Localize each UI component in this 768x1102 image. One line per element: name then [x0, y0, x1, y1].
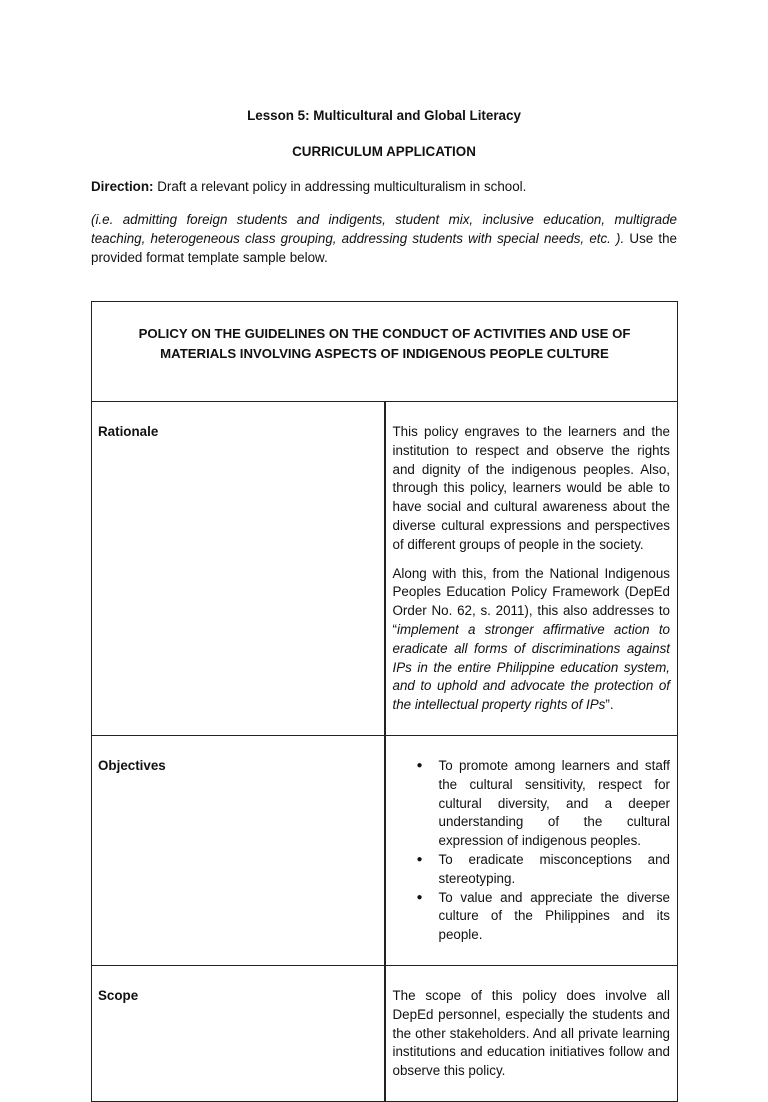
section-title: CURRICULUM APPLICATION — [292, 144, 476, 159]
policy-title-cell — [92, 302, 678, 402]
rationale-paragraph-2-lead: Along with this, from the National Indigenous Peoples Education Policy Framework (DepEd Order No. 62, s. 2011), this also addresses to “ — [392, 565, 670, 637]
direction-paragraph — [91, 177, 681, 196]
policy-title-line2: MATERIALS INVOLVING ASPECTS OF INDIGENOUS PEOPLE CULTURE — [160, 346, 609, 361]
policy-title-line1: POLICY ON THE GUIDELINES ON THE CONDUCT OF ACTIVITIES AND USE OF — [138, 326, 631, 341]
objective-text: To promote among learners and staff the cultural sensitivity, respect for cultural diversity, and a deeper understanding of the cultural expression of indigenous peoples. — [438, 757, 670, 849]
direction-text: Draft a relevant policy in addressing multiculturalism in school. — [153, 179, 527, 194]
objective-text: To eradicate misconceptions and stereotyping. — [438, 851, 670, 886]
policy-title-row — [92, 302, 678, 402]
scope-label: Scope — [92, 965, 385, 1101]
objectives-list — [393, 757, 671, 945]
objective-item — [416, 757, 671, 851]
rationale-row — [92, 402, 678, 736]
direction-label: Direction: — [91, 179, 154, 194]
rationale-body — [385, 402, 678, 736]
rationale-paragraph-2-end: ”. — [605, 697, 614, 713]
objective-text: To value and appreciate the diverse culture of the Philippines and its people. — [438, 889, 670, 943]
scope-body: The scope of this policy does involve all DepEd personnel, especially the students and the other stakeholders. And all private learning institutions and education initiatives follow and observe this policy. — [385, 965, 678, 1101]
objective-item — [416, 889, 671, 945]
bullet-icon: ● — [416, 759, 423, 771]
examples-italic-text: (i.e. admitting foreign students and indigents, student mix, inclusive education, multigrade teaching, heterogeneous class grouping, addressing students with special needs, etc. ). — [91, 212, 677, 246]
objectives-row — [92, 735, 678, 965]
examples-paragraph — [91, 210, 677, 267]
bullet-icon: ● — [416, 853, 423, 865]
policy-table — [91, 301, 678, 1102]
rationale-quote: implement a stronger affirmative action to eradicate all forms of discriminations against IPs in the entire Philippine education system, and to uphold and advocate the protection of the intellectual property rights of IPs — [392, 621, 670, 713]
examples-plain-text: Use the provided format template sample below. — [91, 231, 677, 265]
objective-item — [416, 851, 671, 889]
rationale-paragraph-1: This policy engraves to the learners and the institution to respect and observe the rights and dignity of the indigenous peoples. Also, through this policy, learners would be able to have social and cultural awareness about the diverse cultural expressions and perspectives of different groups of people in the society. — [392, 424, 670, 552]
bullet-icon: ● — [416, 891, 423, 903]
rationale-paragraph-2 — [393, 565, 671, 715]
objectives-body — [385, 735, 678, 965]
rationale-label: Rationale — [92, 402, 385, 736]
lesson-title: Lesson 5: Multicultural and Global Literacy — [247, 108, 521, 123]
scope-row — [92, 965, 678, 1101]
objectives-label: Objectives — [92, 735, 385, 965]
